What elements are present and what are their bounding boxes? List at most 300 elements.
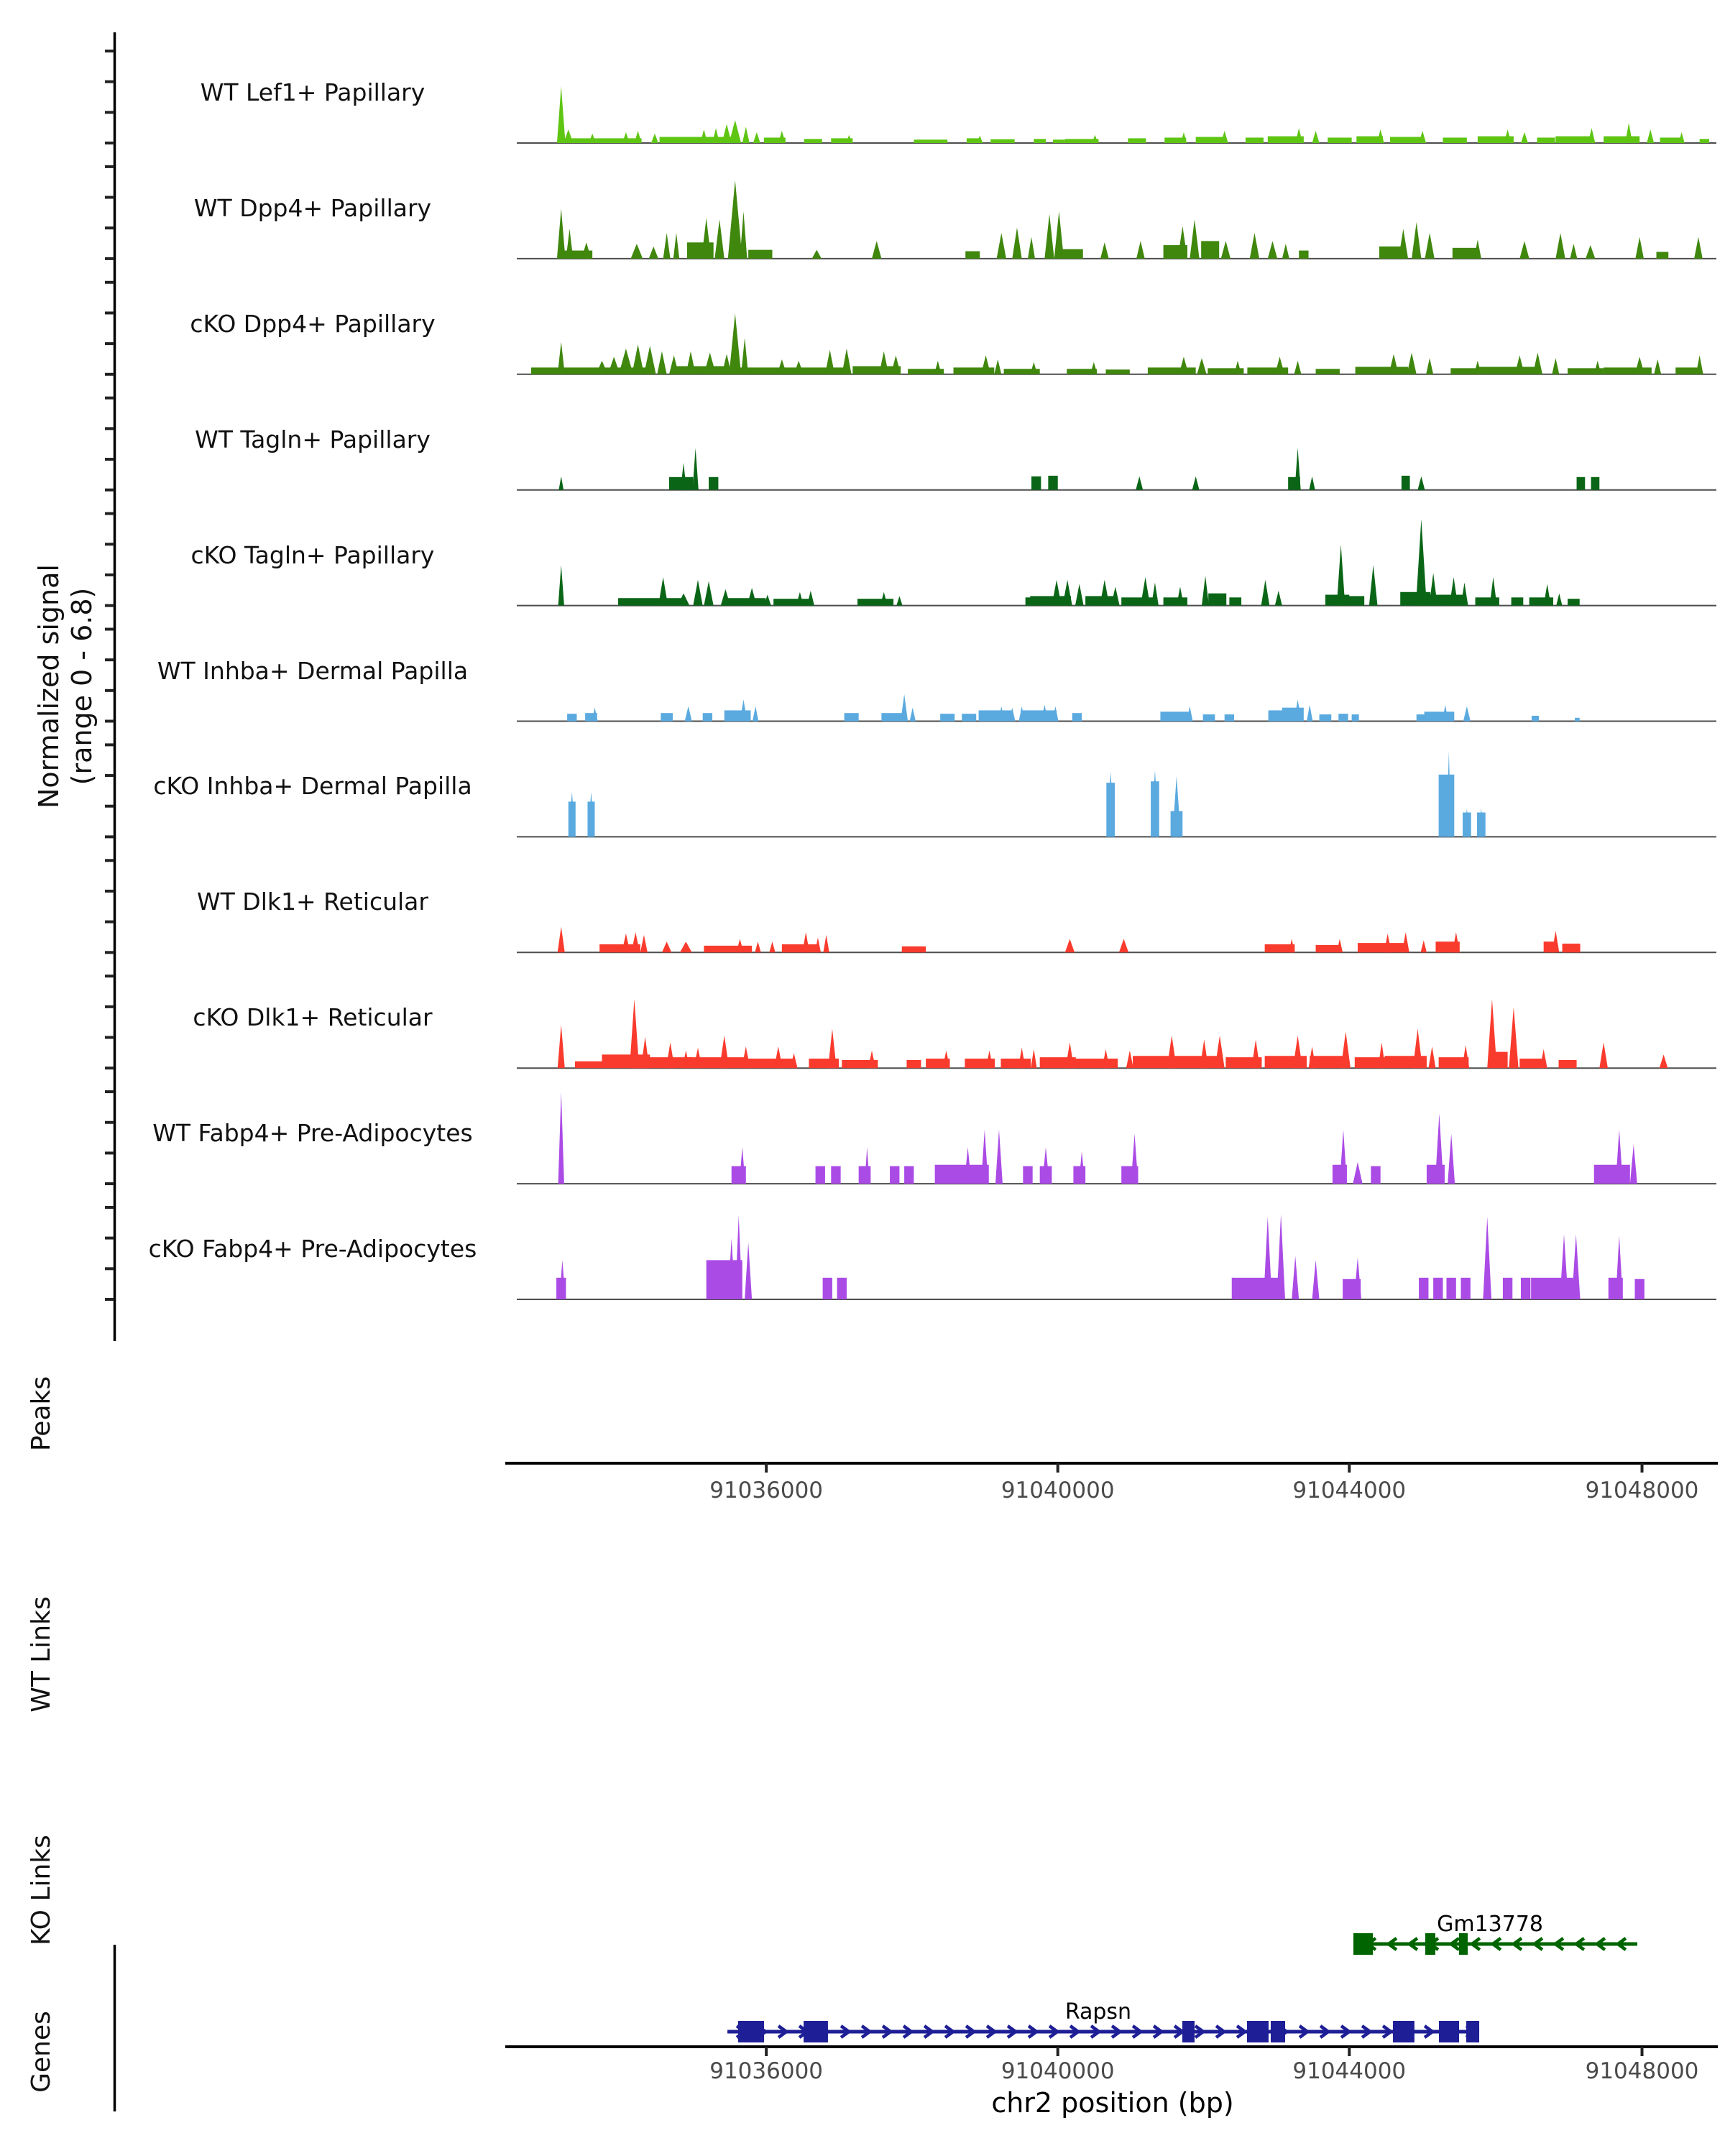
- track-signal: [631, 932, 640, 952]
- track-signal: [1229, 597, 1241, 605]
- track-signal: [868, 1051, 875, 1068]
- track-signal: [777, 359, 786, 374]
- track-signal: [1519, 1059, 1543, 1068]
- track-signal: [1461, 583, 1468, 606]
- track-signal: [1309, 476, 1315, 490]
- track-signal: [1352, 714, 1359, 721]
- track-signal: [1208, 594, 1226, 606]
- track-signal: [1353, 1162, 1362, 1184]
- x-tick-label: 91048000: [1585, 2058, 1699, 2084]
- track-signal: [816, 1166, 825, 1184]
- track-signal: [782, 944, 818, 952]
- track-signal: [902, 946, 926, 952]
- track-signal: [1172, 1056, 1220, 1068]
- track-signal: [1065, 939, 1075, 952]
- track-signal: [1042, 1147, 1049, 1184]
- track-signal: [1625, 123, 1632, 143]
- track-signal: [1660, 137, 1682, 143]
- track-signal: [1356, 367, 1408, 374]
- track-signal: [1234, 361, 1241, 374]
- track-signal: [823, 1278, 832, 1299]
- track-signal: [1200, 1040, 1208, 1069]
- track-signal: [1377, 129, 1384, 143]
- section-label-wt-links: WT Links: [27, 1596, 56, 1713]
- track-signal: [1604, 367, 1652, 374]
- track-label: cKO Tagln+ Papillary: [190, 540, 435, 569]
- track-signal: [1000, 1059, 1031, 1068]
- track-signal: [1160, 711, 1190, 721]
- track-signal: [1062, 580, 1072, 606]
- track-signal: [990, 139, 1014, 143]
- track-signal: [1075, 584, 1084, 605]
- track-signal: [1136, 476, 1143, 490]
- track-label: cKO Dlk1+ Reticular: [193, 1003, 433, 1032]
- track-signal: [1450, 577, 1458, 606]
- x-tick-label: 91040000: [1000, 2058, 1115, 2084]
- track-signal: [1250, 233, 1259, 259]
- track-signal: [1635, 1279, 1644, 1299]
- track-signal: [747, 588, 756, 605]
- track-signal: [1177, 586, 1184, 605]
- track-label: WT Lef1+ Papillary: [200, 78, 426, 106]
- track-signal: [1453, 248, 1476, 259]
- track-signal: [1616, 1236, 1623, 1299]
- track-signal: [1034, 139, 1046, 143]
- track-signal: [962, 714, 976, 721]
- track-signal: [1275, 591, 1282, 606]
- track-signal: [575, 1061, 605, 1068]
- track-signal: [1390, 137, 1424, 143]
- track-signal: [1031, 476, 1041, 490]
- track-signal: [673, 233, 679, 259]
- track-signal: [1312, 131, 1320, 143]
- track-signal: [558, 476, 564, 490]
- track-signal: [1519, 241, 1529, 258]
- track-signal: [995, 1130, 1003, 1184]
- track-signal: [1085, 596, 1114, 605]
- track-signal: [1604, 137, 1639, 143]
- track-signal: [1012, 228, 1021, 259]
- track-signal: [1337, 545, 1346, 606]
- track-signal: [1225, 714, 1234, 721]
- gene-exon: [1393, 2021, 1414, 2042]
- x-axis-title: chr2 position (bp): [991, 2087, 1234, 2119]
- track-signal: [914, 139, 947, 143]
- track-signal: [714, 219, 724, 259]
- track-signal: [1378, 1042, 1385, 1068]
- track-signal: [879, 351, 888, 374]
- track-signal: [1062, 249, 1083, 259]
- track-signal: [940, 714, 954, 721]
- track-signal: [662, 941, 671, 952]
- track-signal: [1316, 945, 1340, 952]
- track-signal: [1316, 369, 1340, 374]
- gene-label: Rapsn: [1064, 1999, 1132, 2024]
- track-signal: [1463, 706, 1471, 722]
- track-signal: [1616, 1130, 1623, 1184]
- track-signal: [857, 599, 893, 605]
- track-signal: [1552, 358, 1559, 374]
- track-signal: [666, 1042, 675, 1068]
- track-signal: [1446, 1278, 1455, 1299]
- y-axis-label-line1: Normalized signal: [33, 564, 65, 808]
- track-signal: [1128, 138, 1146, 143]
- track-signal: [1435, 1113, 1444, 1184]
- track-signal: [1354, 1258, 1361, 1299]
- track-signal: [661, 713, 673, 721]
- track-label: cKO Fabp4+ Pre-Adipocytes: [148, 1235, 477, 1263]
- track-signal: [1544, 584, 1551, 605]
- track-signal: [704, 581, 713, 606]
- track-signal: [1555, 233, 1565, 259]
- track-signal: [618, 598, 684, 605]
- track-signal: [981, 355, 990, 374]
- track-signal: [1657, 252, 1669, 258]
- track-signal: [700, 129, 707, 143]
- track-signal: [997, 233, 1006, 259]
- track-signal: [1268, 241, 1277, 258]
- track-signal: [1295, 128, 1302, 143]
- track-signal: [1461, 1278, 1471, 1299]
- track-signal: [1630, 1145, 1637, 1184]
- track-signal: [1369, 565, 1378, 605]
- section-label-ko-links: KO Links: [27, 1835, 56, 1945]
- track-signal: [1568, 599, 1580, 605]
- track-signal: [1512, 597, 1524, 605]
- track-signal: [1371, 1166, 1380, 1184]
- track-signal: [632, 344, 644, 374]
- track-signal: [1696, 355, 1703, 374]
- track-signal: [622, 132, 630, 143]
- track-signal: [742, 126, 750, 143]
- track-signal: [935, 1165, 989, 1184]
- x-tick-label: 91036000: [709, 1478, 824, 1503]
- track-signal: [681, 463, 686, 490]
- section-label-genes: Genes: [27, 2011, 56, 2093]
- track-signal: [1478, 367, 1537, 374]
- track-signal: [1428, 1046, 1435, 1068]
- track-signal: [1030, 362, 1037, 374]
- track-signal: [739, 367, 799, 374]
- track-signal: [753, 706, 758, 722]
- track-signal: [1021, 710, 1057, 721]
- track-signal: [1282, 244, 1289, 259]
- track-signal: [1407, 353, 1416, 374]
- track-signal: [1490, 577, 1497, 606]
- track-signal: [1599, 1042, 1608, 1068]
- track-signal: [658, 577, 668, 606]
- track-signal: [1462, 1045, 1469, 1068]
- track-signal: [1201, 241, 1219, 258]
- track-signal: [1328, 137, 1351, 143]
- track-signal: [1172, 776, 1181, 837]
- track-label: WT Dpp4+ Papillary: [193, 193, 432, 222]
- track-signal: [1483, 1217, 1491, 1299]
- track-signal: [1586, 245, 1595, 259]
- track-signal: [1151, 583, 1159, 606]
- track-signal: [728, 180, 742, 259]
- track-signal: [1196, 137, 1225, 143]
- track-signal: [837, 1278, 847, 1299]
- track-label: WT Tagln+ Papillary: [195, 425, 431, 453]
- track-signal: [1018, 1048, 1026, 1068]
- track-signal: [1591, 477, 1600, 490]
- track-signal: [901, 694, 908, 722]
- track-signal: [1521, 1278, 1530, 1299]
- x-tick-label: 91044000: [1292, 1478, 1407, 1503]
- gene-exon: [1247, 2021, 1269, 2042]
- track-signal: [1416, 519, 1427, 605]
- track-signal: [1338, 714, 1348, 721]
- track-signal: [807, 591, 814, 606]
- track-label: cKO Dpp4+ Papillary: [190, 309, 436, 338]
- track-signal: [702, 218, 711, 258]
- track-signal: [709, 477, 718, 490]
- track-signal: [1413, 1029, 1422, 1069]
- track-signal: [891, 355, 901, 374]
- track-signal: [812, 250, 822, 259]
- track-signal: [1202, 576, 1209, 605]
- track-signal: [910, 708, 916, 722]
- track-signal: [1537, 137, 1555, 143]
- track-signal: [1540, 1049, 1547, 1068]
- track-signal: [1346, 596, 1364, 605]
- track-signal: [635, 131, 642, 143]
- track-signal: [1412, 222, 1421, 259]
- track-signal: [1594, 361, 1601, 374]
- track-signal: [1192, 476, 1200, 490]
- track-signal: [1563, 944, 1581, 952]
- track-signal: [1023, 1166, 1032, 1184]
- track-signal: [1052, 580, 1061, 606]
- track-signal: [1312, 1260, 1320, 1299]
- track-signal: [1521, 132, 1528, 143]
- track-signal: [1560, 1235, 1568, 1299]
- track-signal: [640, 935, 648, 952]
- track-signal: [1430, 595, 1466, 606]
- track-signal: [1433, 1278, 1443, 1299]
- gene-exon: [1271, 2021, 1285, 2042]
- track-signal: [1275, 356, 1284, 374]
- x-tick-label: 91048000: [1585, 1478, 1699, 1503]
- gene-exon: [1439, 2021, 1459, 2042]
- track-signal: [663, 233, 671, 259]
- y-axis-label-line2: (range 0 - 6.8): [66, 587, 98, 786]
- track-signal: [965, 252, 980, 259]
- track-signal: [1178, 226, 1187, 259]
- track-signal: [979, 710, 1013, 721]
- track-signal: [1556, 594, 1562, 606]
- track-signal: [1164, 597, 1187, 605]
- gene-exon: [738, 2021, 764, 2042]
- track-signal: [906, 1060, 921, 1068]
- track-signal: [828, 1029, 837, 1069]
- track-signal: [748, 250, 772, 259]
- track-signal: [1090, 362, 1098, 374]
- track-signal: [1299, 251, 1308, 259]
- track-signal: [719, 1036, 729, 1068]
- track-signal: [1341, 1031, 1351, 1068]
- track-signal: [1197, 358, 1206, 374]
- track-label: cKO Inhba+ Dermal Papilla: [153, 772, 472, 801]
- track-signal: [1232, 1278, 1280, 1299]
- track-signal: [1647, 129, 1654, 143]
- track-signal: [1425, 711, 1455, 721]
- track-signal: [686, 1057, 745, 1068]
- track-signal: [1203, 714, 1215, 721]
- x-tick-label: 91040000: [1000, 1478, 1115, 1503]
- track-signal: [1419, 1278, 1428, 1299]
- track-signal: [1594, 1165, 1630, 1184]
- track-signal: [1044, 214, 1054, 259]
- track-signal: [994, 359, 1001, 374]
- track-signal: [608, 356, 620, 374]
- track-signal: [704, 946, 752, 952]
- track-signal: [740, 211, 747, 259]
- track-signal: [1555, 137, 1591, 143]
- track-signal: [981, 1130, 988, 1184]
- track-signal: [1340, 1130, 1347, 1184]
- track-signal: [1246, 137, 1264, 143]
- track-signal: [1292, 1256, 1299, 1299]
- track-signal: [1575, 718, 1580, 722]
- track-signal: [865, 1147, 870, 1184]
- track-signal: [1700, 139, 1709, 143]
- track-signal: [735, 1215, 742, 1299]
- track-signal: [753, 132, 760, 143]
- track-signal: [1179, 356, 1188, 374]
- track-signal: [651, 134, 658, 143]
- track-signal: [1100, 242, 1109, 259]
- track-signal: [1136, 241, 1145, 258]
- track-signal: [649, 247, 658, 259]
- track-signal: [1126, 1051, 1133, 1068]
- track-signal: [823, 935, 829, 952]
- track-signal: [1425, 233, 1434, 259]
- track-signal: [1487, 999, 1496, 1068]
- track-signal: [1310, 1056, 1346, 1068]
- track-signal: [1496, 1052, 1508, 1069]
- track-signal: [1072, 713, 1082, 721]
- track-signal: [619, 349, 633, 374]
- track-signal: [644, 346, 656, 374]
- track-signal: [845, 713, 859, 721]
- track-signal: [1635, 237, 1644, 259]
- track-signal: [1654, 359, 1661, 374]
- gene-label: Gm13778: [1437, 1912, 1543, 1937]
- track-signal: [1190, 219, 1199, 259]
- track-signal: [1570, 244, 1577, 259]
- track-signal: [1031, 1049, 1036, 1068]
- track-signal: [1509, 1007, 1518, 1068]
- track-signal: [1119, 939, 1128, 952]
- track-signal: [1533, 353, 1542, 374]
- track-signal: [1215, 1036, 1224, 1068]
- track-signal: [657, 351, 666, 374]
- track-signal: [1251, 1040, 1260, 1069]
- track-signal: [773, 599, 809, 605]
- track-signal: [1443, 137, 1466, 143]
- track-signal: [1694, 237, 1703, 259]
- track-signal: [825, 350, 834, 374]
- track-signal: [1417, 476, 1425, 490]
- track-signal: [1141, 577, 1150, 606]
- track-signal: [631, 244, 643, 259]
- track-signal: [934, 361, 942, 374]
- track-signal: [904, 1166, 914, 1184]
- track-signal: [1221, 241, 1230, 258]
- track-signal: [558, 927, 565, 953]
- track-signal: [1421, 940, 1427, 952]
- track-signal: [804, 139, 822, 143]
- track-signal: [1131, 1133, 1138, 1184]
- track-signal: [778, 131, 786, 143]
- track-signal: [1358, 943, 1406, 952]
- track-signal: [800, 367, 848, 374]
- track-signal: [729, 120, 741, 143]
- track-signal: [872, 241, 881, 258]
- track-signal: [1100, 580, 1109, 606]
- track-label: WT Fabp4+ Pre-Adipocytes: [152, 1119, 473, 1148]
- track-signal: [1532, 716, 1539, 722]
- track-signal: [1660, 1054, 1668, 1068]
- track-signal: [567, 714, 576, 721]
- track-signal: [704, 353, 716, 374]
- track-signal: [712, 128, 719, 143]
- track-signal: [1588, 128, 1595, 143]
- track-signal: [1264, 1217, 1272, 1299]
- track-signal: [1402, 476, 1410, 490]
- track-label: WT Inhba+ Dermal Papilla: [157, 656, 469, 685]
- track-signal: [1399, 229, 1408, 258]
- track-signal: [769, 941, 775, 952]
- track-signal: [1320, 714, 1332, 721]
- track-signal: [1105, 369, 1129, 374]
- track-signal: [1148, 367, 1196, 374]
- track-signal: [1294, 361, 1302, 374]
- track-signal: [703, 713, 712, 721]
- track-signal: [1504, 129, 1512, 143]
- track-signal: [831, 1166, 840, 1184]
- track-signal: [802, 932, 809, 952]
- track-signal: [1028, 237, 1035, 259]
- track-signal: [1675, 367, 1699, 374]
- track-signal: [746, 1059, 794, 1068]
- track-signal: [1402, 932, 1409, 952]
- track-signal: [745, 1243, 752, 1299]
- track-signal: [1635, 356, 1644, 374]
- gene-exon: [1466, 2021, 1479, 2042]
- track-signal: [1294, 448, 1300, 489]
- track-signal: [890, 1166, 899, 1184]
- track-signal: [1426, 358, 1433, 374]
- x-tick-label: 91036000: [709, 2058, 824, 2084]
- track-signal: [755, 941, 760, 952]
- track-signal: [1102, 1049, 1109, 1068]
- track-signal: [1261, 580, 1270, 606]
- track-signal: [1070, 1059, 1118, 1068]
- track-signal: [1515, 355, 1524, 374]
- track-signal: [774, 1046, 783, 1068]
- track-signal: [685, 706, 692, 722]
- track-signal: [1276, 1214, 1285, 1299]
- track-signal: [724, 598, 765, 605]
- track-signal: [1053, 139, 1065, 143]
- track-signal: [1448, 1133, 1455, 1184]
- track-label: WT Dlk1+ Reticular: [197, 888, 428, 916]
- track-signal: [1559, 1060, 1577, 1068]
- track-signal: [1439, 775, 1455, 837]
